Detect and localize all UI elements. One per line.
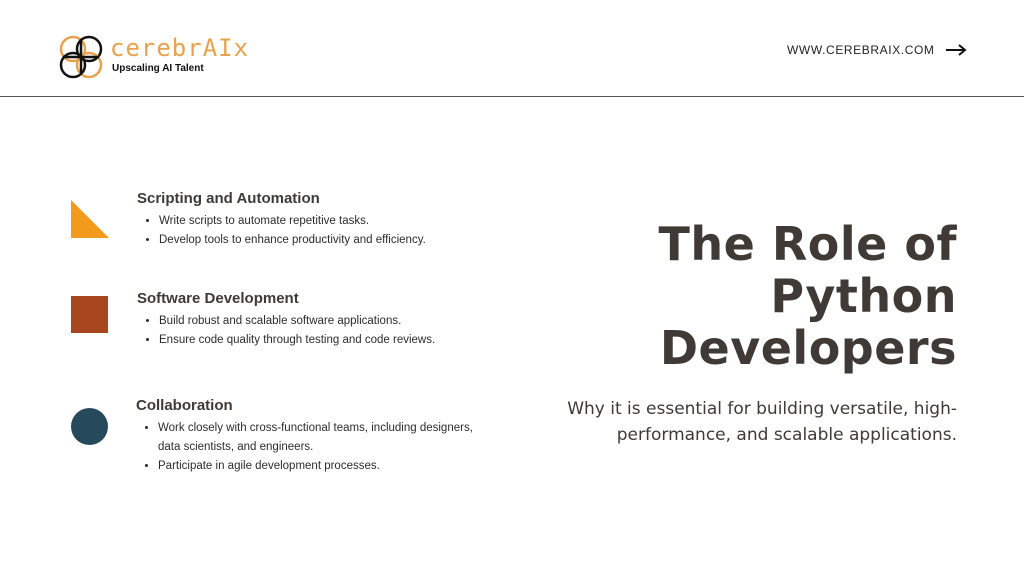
item-collaboration (136, 397, 496, 476)
triangle-shape (71, 200, 109, 238)
bullet-list (137, 212, 497, 250)
bullet-list (137, 312, 497, 350)
item-software (137, 290, 497, 350)
bullet-item: • Participate in agile development processes. (158, 457, 496, 476)
brand-tagline: Upscaling AI Talent (112, 63, 204, 74)
website-link[interactable]: WWW.CEREBRAIX.COM (787, 43, 935, 57)
hero-title: The Role of Python Developers (658, 217, 957, 375)
arrow-right-icon[interactable] (946, 44, 968, 56)
bullet-item: • Develop tools to enhance productivity and efficiency. (159, 231, 497, 250)
brand-name: cerebrAIx (110, 34, 250, 62)
bullet-item: • Build robust and scalable software applications. (159, 312, 497, 331)
bullet-item: • Work closely with cross-functional teams, including designers, data scientists, and engineers. (158, 419, 496, 457)
bullet-list (136, 419, 496, 476)
cerebraix-logo-icon[interactable] (57, 33, 105, 81)
header (0, 0, 1024, 97)
bullet-item: • Ensure code quality through testing and code reviews. (159, 331, 497, 350)
item-title: Collaboration (136, 397, 233, 414)
bullet-item: • Write scripts to automate repetitive tasks. (159, 212, 497, 231)
hero-subtitle: Why it is essential for building versatile, high-performance, and scalable applications. (567, 399, 957, 445)
circle-shape (71, 408, 108, 445)
square-shape (71, 296, 108, 333)
item-title: Software Development (137, 290, 299, 307)
item-scripting (137, 190, 497, 250)
item-title: Scripting and Automation (137, 190, 320, 207)
